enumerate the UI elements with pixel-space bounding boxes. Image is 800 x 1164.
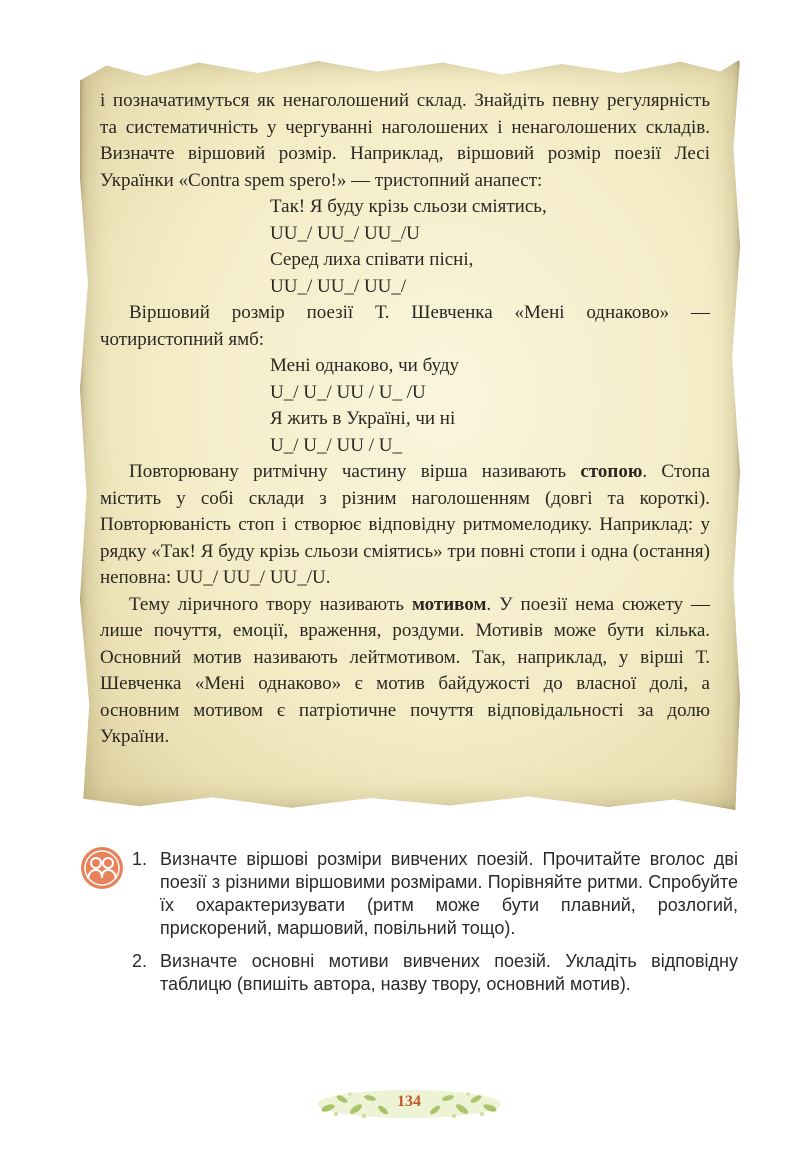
verse-line: Так! Я буду крізь сльози сміятись, [270, 196, 547, 217]
paragraph-stopa [100, 459, 710, 592]
task-text: Визначте віршові розміри вивчених поезій. Прочитайте вголос дві поезії з різними віршовими розмірами. Порівняйте ритми. Спробуйте їх охарактеризувати (ритм може бути плавний, розлогий, прискорений, маршовий, повільний тощо). [160, 849, 738, 938]
term-stopa: стопою [580, 461, 643, 482]
verse-line: Мені однаково, чи буду [270, 355, 459, 376]
task-item [132, 950, 738, 996]
task-text: Визначте основні мотиви вивчених поезій. Укладіть відповідну таблицю (впишіть автора, назву твору, основний мотив). [160, 951, 738, 994]
paragraph-text: Тему ліричного твору називають [129, 593, 404, 615]
verse-line: Серед лиха співати пісні, [270, 249, 474, 270]
paragraph-text: . У поезії нема сюжету — лише почуття, емоції, враження, роздуми. Мотивів може бути кілька. Основний мотив називають лейтмотивом. Так, наприклад, у вірші Т. Шевченка «Мені однаково» є мотив байдужості до власної долі, а основним мотивом є патріотичне почуття відповідальності за долю України. [100, 593, 711, 747]
task-number: 2. [132, 951, 148, 971]
verse-example-2 [100, 353, 710, 459]
paragraph-1: і позначатимуться як ненаголошений склад. Знайдіть певну регулярність та систематичність у чергуванні наголошених і ненаголошених складів. Визначте віршовий розмір. Наприклад, віршовий розмір поезії Лесі Українки «Contra spem spero!» — тристопний анапест: [100, 90, 710, 191]
page-number: 134 [397, 1093, 421, 1110]
task-item [132, 848, 738, 940]
meter-scheme: U_/ U_/ UU / U_ [270, 434, 402, 456]
paragraph-text: . Стопа містить у собі склади з різним наголошенням (довгі та короткі). Повторюваність стоп і створює відповідну ритмомелодику. Наприклад: у рядку «Так! Я буду крізь сльози сміятись» три повні стопи і одна (остання) неповна: UU_/ UU_/ UU_/U. [100, 461, 710, 588]
paragraph-2: Віршовий розмір поезії Т. Шевченка «Мені однаково» — чотиристопний ямб: [100, 302, 710, 350]
meter-scheme: UU_/ UU_/ UU_/U [270, 222, 420, 244]
verse-example-1 [100, 194, 710, 300]
term-motyv: мотивом [411, 593, 487, 615]
task-list [132, 848, 738, 1006]
meter-scheme: U_/ U_/ UU / U_ /U [270, 381, 426, 403]
two-people-icon [80, 846, 124, 890]
meter-scheme: UU_/ UU_/ UU_/ [270, 275, 407, 297]
verse-line: Я жить в Україні, чи ні [270, 408, 456, 429]
paragraph-text: Повторювану ритмічну частину вірша називають [129, 461, 567, 482]
task-number: 1. [132, 849, 148, 869]
theory-text [100, 88, 710, 751]
paragraph-motyv [100, 592, 710, 751]
